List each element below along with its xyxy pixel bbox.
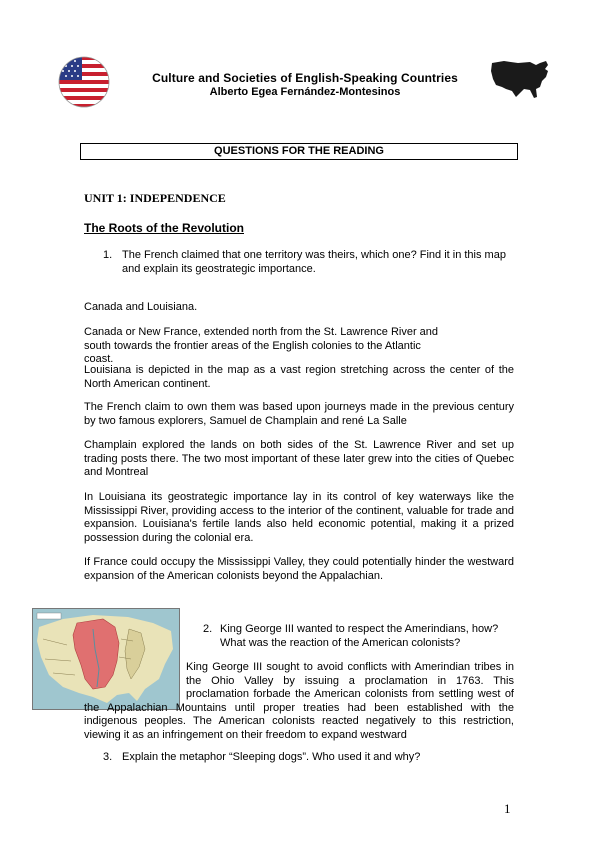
answer-2 <box>84 661 514 742</box>
question-text: Explain the metaphor “Sleeping dogs”. Who used it and why? <box>122 751 421 763</box>
answer-paragraph: Champlain explored the lands on both sides of the St. Lawrence River and set up trading posts there. The two most important of these later grew into the cities of Quebec and Montreal <box>84 439 514 478</box>
answer-paragraph: In Louisiana its geostrategic importance lay in its control of key waterways like the Mississippi River, providing access to the interior of the continent, valuable for trade and expansion. Louisiana's fertile lands also held economic potential, making it a prized possession during the colonial era. <box>84 491 514 544</box>
question-text: King George III wanted to respect the Amerindians, how? What was the reaction of the American colonists? <box>220 623 499 649</box>
question-text: The French claimed that one territory was theirs, which one? Find it in this map and explain its geostrategic importance. <box>122 249 506 275</box>
question-3 <box>103 751 513 765</box>
answer-paragraph: Canada or New France, extended north from the St. Lawrence River and south towards the frontier areas of the English colonies to the Atlantic coast. <box>84 326 439 365</box>
answer-paragraph: If France could occupy the Mississippi Valley, they could potentially hinder the westward expansion of the American colonists beyond the Appalachian. <box>84 556 514 582</box>
answer-paragraph: Louisiana is depicted in the map as a vast region stretching across the center of the North American continent. <box>84 364 514 390</box>
question-1 <box>103 249 513 276</box>
answer-2-text: King George III sought to avoid conflicts with Amerindian tribes in the Ohio Valley by issuing a proclamation in 1763. This proclamation forbade the American colonists from settling west of the Appalachian Mountains until proper treaties had been established with the indigenous peoples. The American colonists reacted negatively to this restriction, viewing it as an infringement on their freedom to expand westward <box>84 661 514 741</box>
header-author: Alberto Egea Fernández-Montesinos <box>209 86 401 98</box>
header-title: Culture and Societies of English-Speaking Countries <box>152 71 458 85</box>
map-float-spacer <box>84 661 186 701</box>
questions-banner: QUESTIONS FOR THE READING <box>80 143 518 160</box>
answer-paragraph: Canada and Louisiana. <box>84 301 198 313</box>
us-flag-circle-icon <box>58 56 110 108</box>
unit-heading: UNIT 1: INDEPENDENCE <box>84 191 226 205</box>
us-flag-logo <box>58 56 110 108</box>
usa-map-silhouette-icon <box>490 57 552 101</box>
page-number: 1 <box>504 801 511 816</box>
question-number: 2. <box>203 623 213 635</box>
question-2 <box>203 623 515 650</box>
section-heading: The Roots of the Revolution <box>84 221 244 235</box>
question-number: 1. <box>103 249 113 261</box>
question-number: 3. <box>103 751 113 763</box>
answer-paragraph: The French claim to own them was based upon journeys made in the previous century by two famous explorers, Samuel de Champlain and rené La Salle <box>84 401 514 427</box>
usa-map-logo <box>490 57 552 101</box>
